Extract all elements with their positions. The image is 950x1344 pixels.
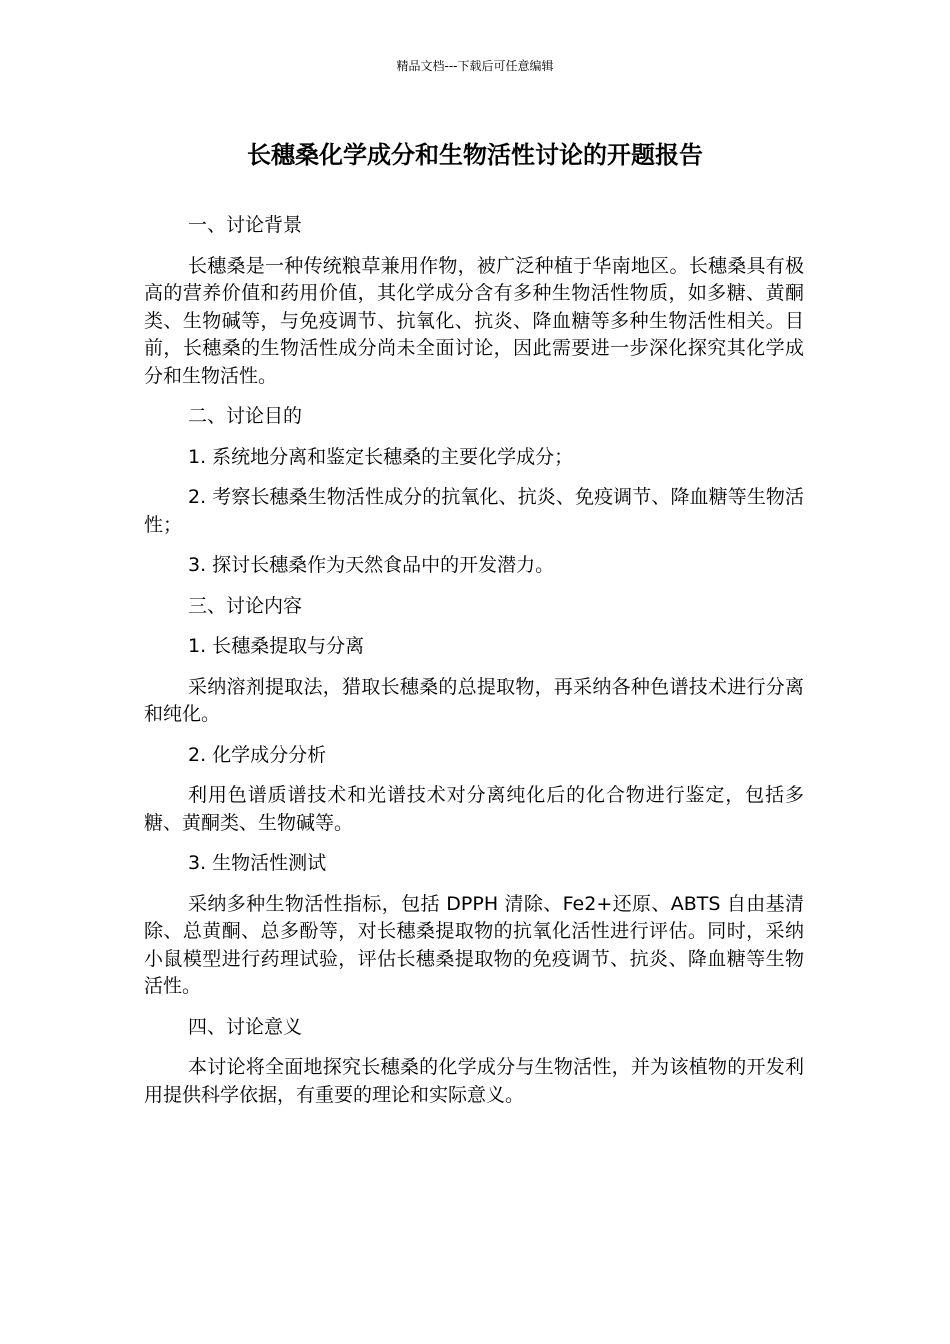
document-title: 长穗桑化学成分和生物活性讨论的开题报告: [247, 141, 703, 169]
bioactivity-paragraph: 采纳多种生物活性指标，包括 DPPH 清除、Fe2+还原、ABTS 自由基清除、总黄酮、总多酚等，对长穗桑提取物的抗氧化活性进行评估。同时，采纳小鼠模型进行药理试验，评估长穗桑提取物的免疫调节、抗炎、降血糖等生物活性。: [144, 892, 804, 997]
background-paragraph: 长穗桑是一种传统粮草兼用作物，被广泛种植于华南地区。长穗桑具有极高的营养价值和药用价值，其化学成分含有多种生物活性物质，如多糖、黄酮类、生物碱等，与免疫调节、抗氧化、抗炎、降血糖等多种生物活性相关。目前，长穗桑的生物活性成分尚未全面讨论，因此需要进一步深化探究其化学成分和生物活性。: [144, 254, 804, 387]
purpose-item-3: 3. 探讨长穗桑作为天然食品中的开发潜力。: [188, 554, 555, 576]
document-body: [144, 212, 804, 1122]
analysis-paragraph: 利用色谱质谱技术和光谱技术对分离纯化后的化合物进行鉴定，包括多糖、黄酮类、生物碱等。: [144, 784, 804, 834]
page-header-note: 精品文档---下载后可任意编辑: [396, 59, 554, 73]
section-heading-significance: 四、讨论意义: [188, 1015, 303, 1038]
purpose-item-1: 1. 系统地分离和鉴定长穗桑的主要化学成分；: [188, 445, 574, 468]
content-subheading-analysis: 2. 化学成分分析: [188, 743, 327, 766]
content-subheading-bioactivity: 3. 生物活性测试: [188, 852, 327, 874]
significance-paragraph: 本讨论将全面地探究长穗桑的化学成分与生物活性，并为该植物的开发利用提供科学依据，有重要的理论和实际意义。: [144, 1056, 804, 1106]
section-heading-purpose: 二、讨论目的: [188, 405, 303, 427]
purpose-item-2: 2. 考察长穗桑生物活性成分的抗氧化、抗炎、免疫调节、降血糖等生物活性；: [144, 486, 804, 536]
section-heading-content: 三、讨论内容: [188, 594, 303, 617]
content-subheading-extraction: 1. 长穗桑提取与分离: [188, 635, 365, 657]
section-heading-background: 一、讨论背景: [188, 214, 303, 236]
extraction-paragraph: 采纳溶剂提取法，猎取长穗桑的总提取物，再采纳各种色谱技术进行分离和纯化。: [144, 675, 804, 725]
